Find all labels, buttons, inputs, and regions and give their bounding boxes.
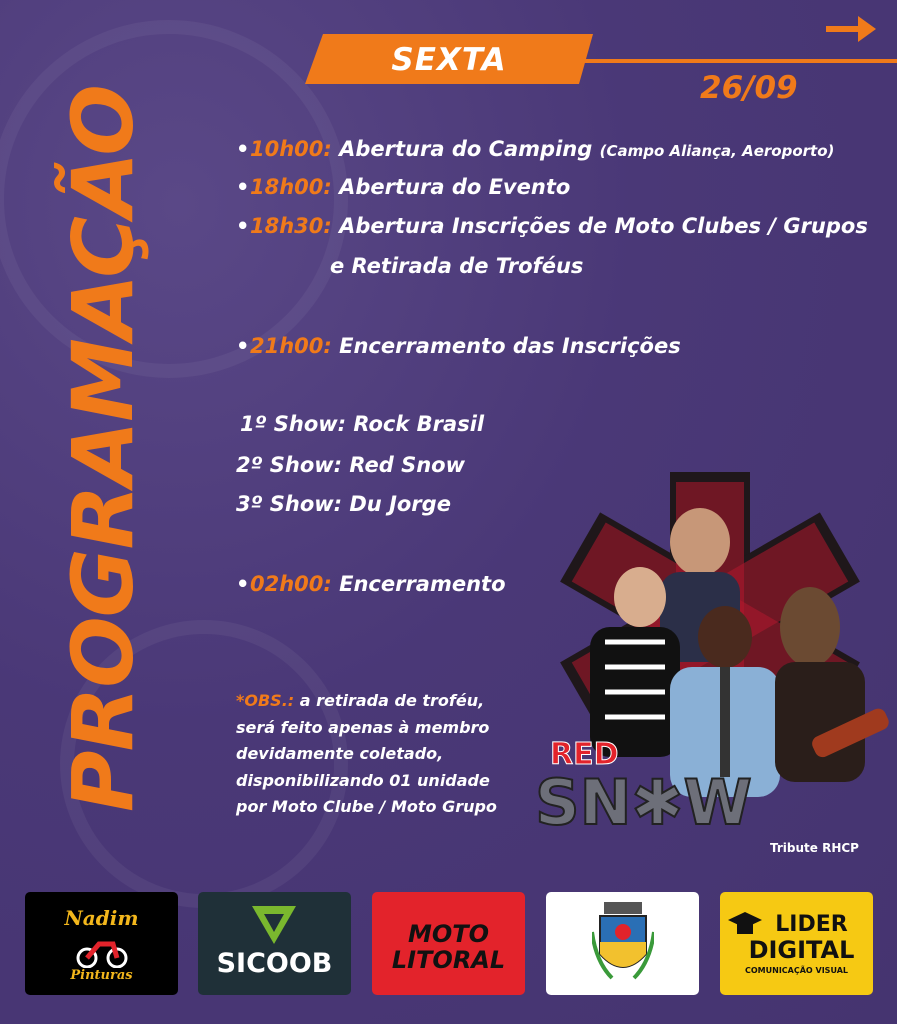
page-title: PROGRAMAÇÃO (54, 85, 152, 812)
sponsor-sub: COMUNICAÇÃO VISUAL (745, 966, 848, 975)
schedule-text: Abertura Inscrições de Moto Clubes / Grupos (339, 214, 868, 238)
obs-line: será feito apenas à membro (236, 717, 490, 737)
schedule-text: e Retirada de Troféus (330, 254, 584, 278)
schedule-item: •21h00: Encerramento das Inscrições (236, 334, 681, 358)
schedule-item-continued (330, 254, 583, 278)
header-divider (580, 59, 897, 63)
schedule-item: •10h00: Abertura do Camping (Campo Aliança, Aeroporto) (236, 137, 835, 161)
band-logo-top: RED (550, 737, 619, 772)
closing-item: •02h00: Encerramento (236, 572, 506, 596)
sponsor-lider-digital (720, 892, 873, 995)
arrow-right-icon (826, 16, 876, 42)
sponsor-nadim (25, 892, 178, 995)
schedule-time: 18h00: (250, 175, 332, 199)
schedule-text: Encerramento das Inscrições (339, 334, 681, 358)
schedule-text: Abertura do Camping (339, 137, 593, 161)
show-item: 2º Show: Red Snow (236, 453, 465, 477)
schedule-item: •18h00: Abertura do Evento (236, 175, 571, 199)
day-label: SEXTA (391, 42, 507, 78)
obs-line: disponibilizando 01 unidade (236, 770, 490, 790)
schedule-time: 18h30: (250, 214, 332, 238)
sponsor-name: MOTO (407, 920, 490, 948)
observation-note (236, 688, 497, 821)
schedule-time: 10h00: (250, 137, 332, 161)
schedule-item: •18h30: Abertura Inscrições de Moto Clubes / Grupos (236, 214, 868, 238)
sicoob-logo-icon (252, 906, 296, 946)
event-date: 26/09 (700, 70, 798, 106)
sponsor-name: SICOOB (216, 948, 333, 979)
band-logo: SN✱W (535, 766, 752, 839)
watermark-emblem-top (0, 20, 348, 378)
sponsor-name: Nadim (64, 906, 139, 930)
sponsor-sicoob (198, 892, 351, 995)
sponsor-moto-litoral (372, 892, 525, 995)
show-item: 3º Show: Du Jorge (236, 492, 451, 516)
closing-time: 02h00: (250, 572, 332, 596)
obs-line: por Moto Clube / Moto Grupo (236, 797, 497, 816)
obs-line: devidamente coletado, (236, 744, 444, 763)
closing-text: Encerramento (339, 572, 506, 596)
obs-label: *OBS.: (236, 691, 295, 710)
sponsor-name: LIDER (775, 912, 848, 937)
schedule-time: 21h00: (250, 334, 332, 358)
coat-of-arms-icon (592, 902, 654, 986)
obs-line: a retirada de troféu, (294, 691, 485, 710)
motorcycle-icon (75, 932, 129, 968)
sponsor-name-2: DIGITAL (748, 936, 855, 964)
sponsor-guarapari (546, 892, 699, 995)
show-item: 1º Show: Rock Brasil (240, 412, 485, 436)
schedule-text: Abertura do Evento (339, 175, 571, 199)
band-artwork (520, 462, 897, 872)
sponsor-sub: Pinturas (70, 968, 133, 983)
schedule-note: (Campo Aliança, Aeroporto) (599, 142, 835, 160)
sponsor-name-2: LITORAL (391, 946, 506, 974)
band-tagline: Tribute RHCP (770, 841, 859, 855)
